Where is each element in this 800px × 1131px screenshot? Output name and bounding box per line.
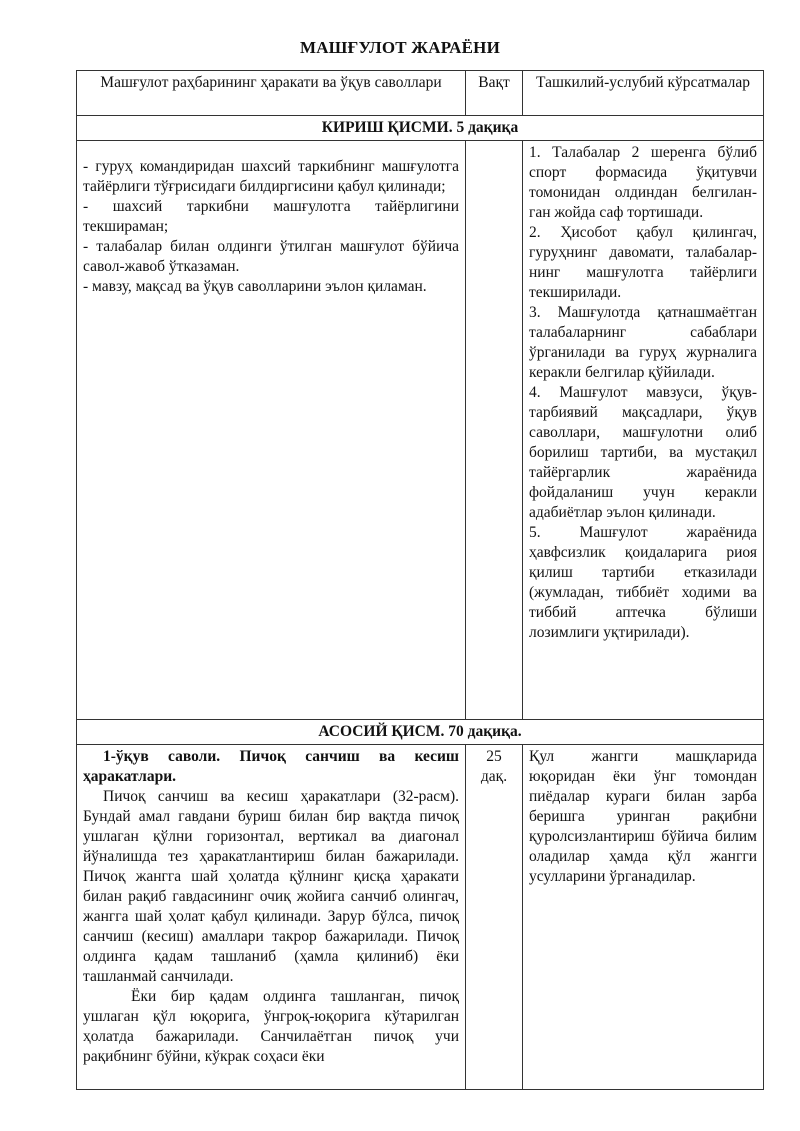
main-actions-cell xyxy=(77,745,466,1090)
intro-instructions-cell xyxy=(523,141,764,720)
header-leader-actions: Машғулот раҳбарининг ҳаракати ва ўқув саволлари xyxy=(77,71,466,116)
main-time-cell: 25 дақ. xyxy=(466,745,523,1090)
intro-section-heading: КИРИШ ҚИСМИ. 5 дақиқа xyxy=(77,116,764,141)
intro-action-item: - мавзу, мақсад ва ўқув саволларини эълон қиламан. xyxy=(83,278,427,295)
intro-instruction-item: 2. Ҳисобот қабул қилингач, гуруҳнинг давомати, талабалар-нинг машғулотга тайёрлиги текширилади. xyxy=(529,224,757,301)
intro-instruction-item: 4. Машғулот мавзуси, ўқув-тарбиявий мақсадлари, ўқув саволлари, машғулотни олиб борилиш тартиби, ва мустақил тайёргарлик жараёнида фойдаланиш учун керакли адабиётлар эълон қилинади. xyxy=(529,384,757,521)
page-title: МАШҒУЛОТ ЖАРАЁНИ xyxy=(299,38,501,57)
intro-actions-cell xyxy=(77,141,466,720)
lesson-plan-table xyxy=(76,70,764,1090)
intro-action-item: - шахсий таркибни машғулотга тайёрлигини текшираман; xyxy=(83,198,459,235)
intro-time-cell xyxy=(466,141,523,720)
intro-instruction-item: 1. Талабалар 2 шеренга бўлиб спорт формасида ўқитувчи томонидан олдиндан белгилан-ган жойда саф тортишади. xyxy=(529,144,757,221)
main-paragraph: Ёки бир қадам олдинга ташланган, пичоқ ушлаган қўл юқорига, ўнгроқ-юқорига кўтарилган ҳолатда бажарилади. Санчилаётган пичоқ учи рақибнинг бўйни, кўкрак соҳаси ёки xyxy=(83,988,459,1065)
main-section-heading: АСОСИЙ ҚИСМ. 70 дақиқа. xyxy=(77,720,764,745)
table-row xyxy=(77,141,764,720)
intro-action-item: - гуруҳ командиридан шахсий таркибнинг машғулотга тайёрлиги тўғрисидаги билдиргисини қабул қилинади; xyxy=(83,158,459,195)
header-time: Вақт xyxy=(466,71,523,116)
header-instructions: Ташкилий-услубий кўрсатмалар xyxy=(523,71,764,116)
question-title: 1-ўқув саволи. Пичоқ санчиш ва кесиш ҳаракатлари. xyxy=(83,748,459,785)
intro-instruction-item: 3. Машғулотда қатнашмаётган талабаларнинг сабаблари ўрганилади ва гуруҳ журналига керакли белгилар қўйилади. xyxy=(529,304,757,381)
main-paragraph: Пичоқ санчиш ва кесиш ҳаракатлари (32-расм). Бундай амал гавдани буриш билан бир вақтда пичоқ ушлаган қўлни горизонтал, вертикал ва диагонал йўналишда тез ҳаракатлантириш билан бажарилади. Пичоқ жангга шай ҳолатда қўлнинг қисқа ҳаракати билан рақиб гавдасининг очиқ жойига санчиб олингач, жангга шай ҳолат қабул қилинади. Зарур бўлса, пичоқ санчиш (кесиш) амаллари такрор бажарилади. Пичоқ олдинга қадам ташланиб (ҳамла қилиниб) ёки ташланмай санчилади. xyxy=(83,788,459,985)
intro-instruction-item: 5. Машғулот жараёнида ҳавфсизлик қоидаларига риоя қилиш тартиби етказилади (жумладан, тиббиёт ходими ва тиббий аптечка бўлиши лозимлиги уқтирилади). xyxy=(529,524,757,641)
table-row xyxy=(77,745,764,1090)
section-heading-row xyxy=(77,116,764,141)
section-heading-row xyxy=(77,720,764,745)
table-header-row xyxy=(77,71,764,116)
intro-action-item: - талабалар билан олдинги ўтилган машғулот бўйича савол-жавоб ўтказаман. xyxy=(83,238,459,275)
main-instructions-cell: Қул жангги машқларида юқоридан ёки ўнг томондан пиёдалар кураги билан зарба беришга уринган рақибни қуролсизлантириш бўйича билим оладилар ҳамда қўл жангги усулларини ўрганадилар. xyxy=(523,745,764,1090)
